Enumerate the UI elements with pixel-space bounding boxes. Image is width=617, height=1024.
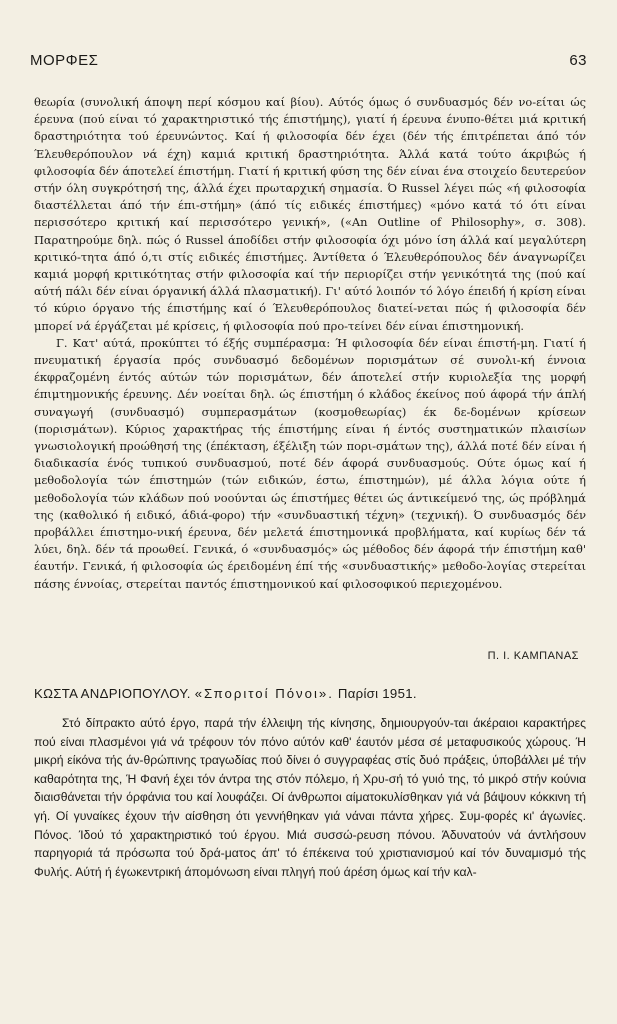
article-paragraph-1: θεωρία (συνολική άποψη περί κόσμου καί βίου). Αύτός όμως ό συνδυασμός δέν νο-είται ώς έρευνα (πού είναι τό χαρακτηριστικό τής έπιστήμης), γιατί ή έρευνα ένυπο-θέτει μιά κριτική δραστηριότητα τού έρευνώντος. Καί ή φιλοσοφία δέν έχει (δέν τής έπιτρέπεται άπό τόν Έλευθερόπουλον νά έχη) καμιά κριτική δραστηριότητα. Άλλά κατά τούτο άκριβώς ή φιλοσοφία δέν άποτελεί έπιστήμη. Γιατί ή κριτική φύση της δέν είναι ένα στοιχείο δευτερεύον στήν όλη συγκρότησή της, άλλά έχει πρωταρχική σημασία. Ό Russel λέγει πώς «ή φιλοσοφία διαστέλλεται άπό τήν έπι-στήμη» (άπό τίς ειδικές έπιστήμες) «μόνο κατά τό ότι είναι περισσότερο κριτική καί περισσότερο γενική», («An Outline of Philosophy», σ. 308). Παρατηρούμε δηλ. πώς ό Russel άποδίδει στήν φιλοσοφία όχι μόνο ίση άλλά καί μεγαλύτερη κριτικό-τητα άπό ό,τι στίς ειδικές έπιστήμες. Άντίθετα ό Έλευθερόπουλος δέν άναγνωρίζει καμιά μορφή κριτικότητας στήν φιλοσοφία καί τήν περιορίζει στήν γενικότητά της (πού καί αύτή πάλι δέν είναι όργανική άλλά πλασματική). Γι' αύτό λοιπόν τό λόγο έπειδή ή κρίση είναι τό κύριο όργανο τής έπιστήμης καί ό Έλευθερόπουλος διατεί-νεται πώς ή φιλοσοφία δέν μπορεί νά έργάζεται μέ κρίσεις, ή φιλοσοφία πού προ-τείνει δέν είναι έπιστημονική. [34,95,586,333]
article-paragraph-2: Γ. Κατ' αύτά, προκύπτει τό έξής συμπέρασμα: Ή φιλοσοφία δέν είναι έπιστή-μη. Γιατί ή πνευματική έργασία πρός συνδυασμό δεδομένων πορισμάτων σέ συνολι-κή έννοια έκφραζομένη έντός αύτών τών πορισμάτων, δέν άποτελεί στήν κυριολεξία της μορφή έπιμτημονικής έρευνης. Δέν νοείται δηλ. ώς έπιστήμη ό κλάδος έκείνος πού άφορά τήν άπλή συναγωγή (συνδυασμό) συμπερασμάτων (κοσμοθεωρίας) έκ δε-δομένων κρίσεων (πορισμάτων). Κύριος χαρακτήρας τής έπιστήμης είναι ή έντός συστηματικών πλαισίων γνωσιολογική προώθησή της (έπέκταση, έξέλιξη τών πορι-σμάτων της), άλλά ποτέ δέν είναι ή διαδικασία ένός τυπικού συνδυασμού, ποτέ δέν άφορά συνδυασμούς. Ούτε όμως καί ή μεθοδολογία τών έπιστημών (τών ειδικών, έστω, έπιστημών), μέ άλλα λόγια ούτε ή μεθοδολογία τών κλάδων πού νοούνται ώς έπιστήμες θέτει ώς άντικείμενό της, ώς πρόβλημά της (καθολικό ή ειδικό, άδιά-φορο) τήν «συνδυαστική τέχνη» (τεχνική). Ό συνδυασμός δέν προβάλλει έπιστημο-νική έρευνα, δέν μελετά έπιστημονικά προβλήματα, καί κυρίως δέν τά λύει, δηλ. δέν τά προωθεί. Γενικά, ό «συνδυασμός» ώς μέθοδος δέν άφορά τήν έπιστήμη καθ' έαυτήν. Γενικά, ή φιλοσοφία ώς έρειδομένη έπί τής «συνδυαστικής» μεθοδο-λογίας στερείται πάσης έννοίας, στερείται παντός έπιστημονικού καί φιλοσοφικού περιεχομένου. [34,335,586,591]
review-place-year: Παρίσι 1951. [337,686,417,701]
review-author: ΚΩΣΤΑ ΑΝΔΡΙΟΠΟΥΛΟΥ. [34,686,191,701]
page-number: 63 [569,52,587,69]
article-body [34,94,586,593]
review-paragraph: Στό δίπρακτο αύτό έργο, παρά τήν έλλειψη τής κίνησης, δημιουργούν-ται άκέραιοι καρακτήρες πού είναι πλασμένοι γιά νά τρέφουν τόν πόνο αύτόν καθ' έαυτόν μέσα σέ μεταφυσικούς χώρους. Ή μικρή είκόνα τής άν-θρώπινης τραγωδίας πού δίνει ό συγγραφέας στίς δυό πράξεις, ύποβάλλει μέ τήν καθαρότητα της, Ή Φανή έχει τόν άντρα της στόν πόλεμο, ή Χρυ-σή τό γυιό της, τό μικρό στήν κούνια διαισθάνεται τήν όρφάνια του καί λουφάζει. Οί άνθρωποι αίματοκυλίσθηκαν γιά νά βάψουν κόκκινη τή γή. Οί γυναίκες έχουν τήν αίσθηση ότι γεννήθηκαν γιά νάναι πάντα χήρες. Συμ-φορές κι' άγωνίες. Πόνος. Ίδού τό χαρακτηριστικό τού έργου. Μιά συσσώ-ρευση πόνου. Άδυνατούν νά άντλήσουν παρηγοριά τά πρόσωπα τού δρά-ματος άπ' τό έπέκεινα τού χριστιανισμού καί τόν δυναμισμό τής Φυλής. Αύτή ή έγωκεντρική άπομόνωση είναι πληγή πού άρέση όμως καί τήν καλ- [34,716,586,879]
review-heading [34,686,594,701]
author-signature: Π. Ι. ΚΑΜΠΑΝΑΣ [487,650,579,662]
review-body [34,714,586,881]
journal-title: ΜΟΡΦΕΣ [30,52,99,69]
review-book-title: «Σποριτοί Πόνοι». [194,686,334,701]
running-header [30,52,587,69]
